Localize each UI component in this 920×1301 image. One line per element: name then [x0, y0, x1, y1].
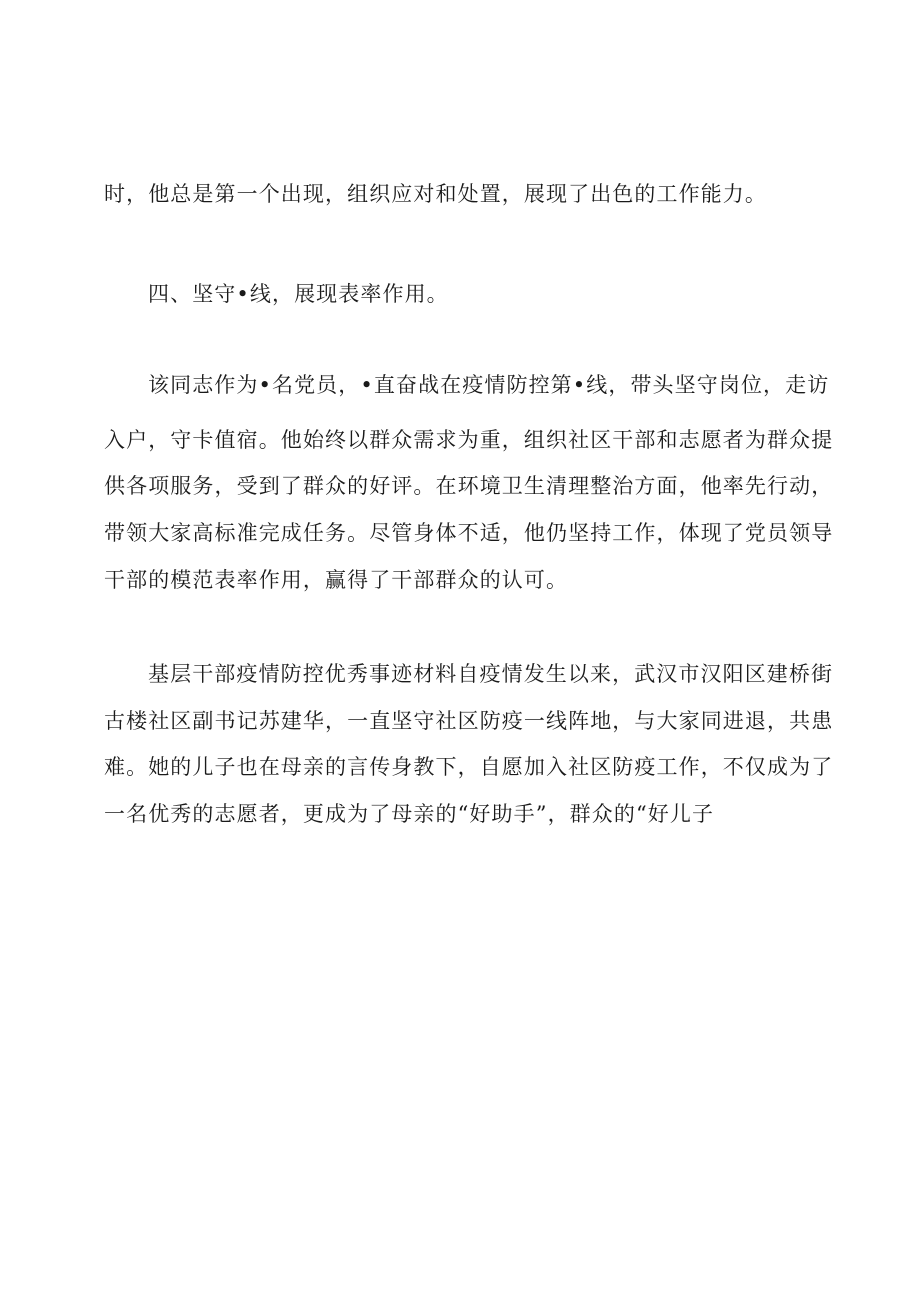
paragraph-line: 难。她的儿子也在母亲的言传身教下，自愿加入社区防疫工作，不仅成为了 [104, 755, 834, 779]
paragraph-line: 古楼社区副书记苏建华，一直坚守社区防疫一线阵地，与大家同进退，共患 [104, 709, 834, 733]
continuation-line: 时，他总是第一个出现，组织应对和处置，展现了出色的工作能力。 [104, 182, 767, 206]
paragraph-line: 供各项服务，受到了群众的好评。在环境卫生清理整治方面，他率先行动， [104, 474, 834, 498]
paragraph-line: 基层干部疫情防控优秀事迹材料自疫情发生以来，武汉市汉阳区建桥街 [148, 662, 834, 686]
paragraph-line: 该同志作为•名党员，•直奋战在疫情防控第•线，带头坚守岗位，走访 [148, 373, 830, 397]
paragraph-line: 带领大家高标准完成任务。尽管身体不适，他仍坚持工作，体现了党员领导 [104, 521, 834, 545]
paragraph-line: 入户，守卡值宿。他始终以群众需求为重，组织社区干部和志愿者为群众提 [104, 428, 834, 452]
section-heading: 四、坚守•线，展现表率作用。 [148, 282, 449, 306]
paragraph-line: 一名优秀的志愿者，更成为了母亲的“好助手”，群众的“好儿子 [104, 802, 715, 826]
paragraph-line: 干部的模范表率作用，赢得了干部群众的认可。 [104, 568, 569, 592]
